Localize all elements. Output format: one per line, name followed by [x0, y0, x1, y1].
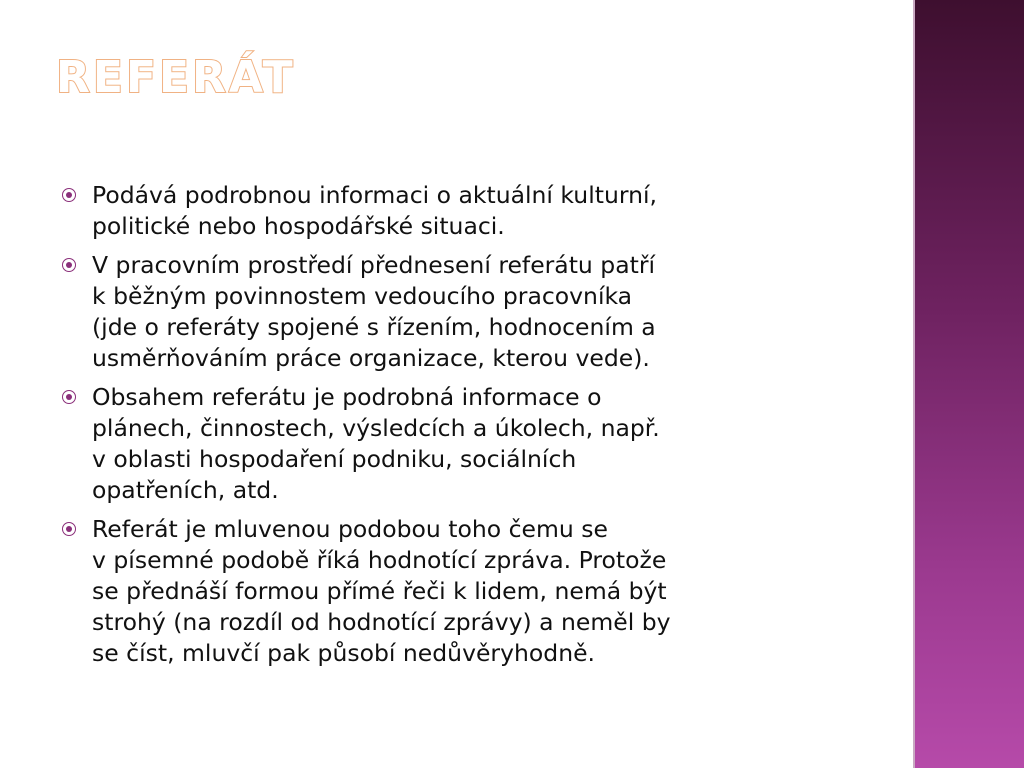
bullet-text-line: Obsahem referátu je podrobná informace o — [92, 383, 602, 411]
bullet-text-line: politické nebo hospodářské situaci. — [92, 212, 505, 240]
slide-title: REFERÁT — [56, 52, 296, 103]
bullet-text-line: (jde o referáty spojené s řízením, hodnocením a — [92, 313, 656, 341]
bullet-text-line: usměrňováním práce organizace, kterou vede). — [92, 344, 650, 372]
decorative-side-band — [913, 0, 1024, 768]
bullet-text-line: plánech, činnostech, výsledcích a úkolech, např. — [92, 414, 660, 442]
bullet-text-line: opatřeních, atd. — [92, 476, 279, 504]
bullet-text-line: v oblasti hospodaření podniku, sociálních — [92, 445, 577, 473]
circle-bullet-icon — [62, 258, 76, 272]
bullet-text — [92, 514, 671, 669]
bullet-text-line: se přednáší formou přímé řeči k lidem, nemá být — [92, 577, 667, 605]
bullet-text-line: V pracovním prostředí přednesení referátu patří — [92, 251, 656, 279]
list-item — [62, 250, 862, 374]
bullet-text-line: Podává podrobnou informaci o aktuální kulturní, — [92, 181, 657, 209]
circle-bullet-icon — [62, 188, 76, 202]
bullet-text-line: k běžným povinnostem vedoucího pracovníka — [92, 282, 633, 310]
list-item — [62, 514, 862, 669]
list-item — [62, 382, 862, 506]
bullet-text — [92, 382, 660, 506]
list-item — [62, 180, 862, 242]
bullet-text — [92, 250, 656, 374]
circle-bullet-icon — [62, 522, 76, 536]
bullet-text — [92, 180, 657, 242]
bullet-text-line: Referát je mluvenou podobou toho čemu se — [92, 515, 608, 543]
bullet-text-line: se číst, mluvčí pak působí nedůvěryhodně. — [92, 639, 596, 667]
bullet-list — [62, 180, 862, 669]
slide-content — [62, 180, 862, 677]
bullet-text-line: strohý (na rozdíl od hodnotící zprávy) a neměl by — [92, 608, 671, 636]
bullet-text-line: v písemné podobě říká hodnotící zpráva. Protože — [92, 546, 667, 574]
circle-bullet-icon — [62, 390, 76, 404]
